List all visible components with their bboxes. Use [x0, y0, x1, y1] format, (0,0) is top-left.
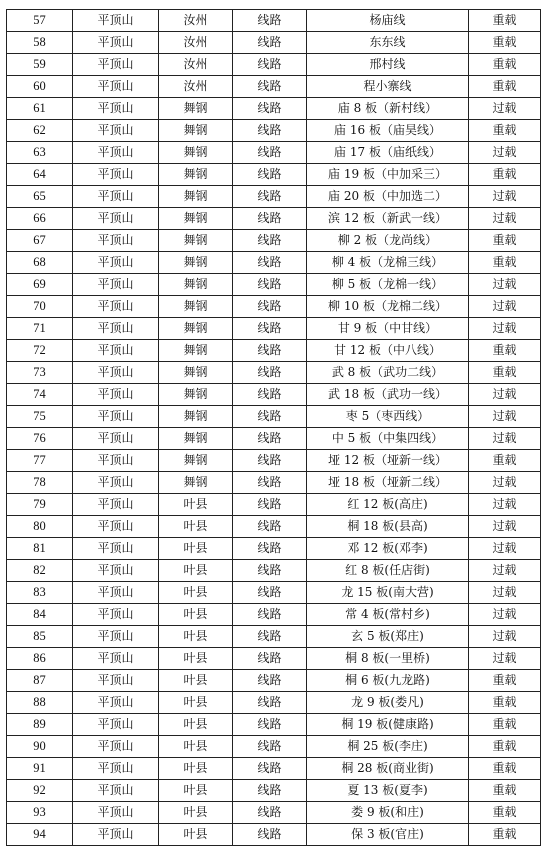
city-cell: 平顶山: [73, 472, 159, 494]
load-status-cell: 重载: [469, 120, 541, 142]
table-row: [7, 362, 541, 384]
county-cell: 舞钢: [159, 296, 233, 318]
table-row: [7, 274, 541, 296]
equipment-type-cell: 线路: [233, 560, 307, 582]
equipment-type-cell: 线路: [233, 208, 307, 230]
row-number-cell: 88: [7, 692, 73, 714]
line-name-cell: 桐 8 板(一里桥): [307, 648, 469, 670]
city-cell: 平顶山: [73, 538, 159, 560]
equipment-type-cell: 线路: [233, 54, 307, 76]
line-name-cell: 桐 28 板(商业街): [307, 758, 469, 780]
table-row: [7, 670, 541, 692]
load-status-cell: 过载: [469, 274, 541, 296]
row-number-cell: 76: [7, 428, 73, 450]
equipment-type-cell: 线路: [233, 758, 307, 780]
line-name-cell: 庙 8 板（新村线）: [307, 98, 469, 120]
equipment-type-cell: 线路: [233, 516, 307, 538]
county-cell: 叶县: [159, 802, 233, 824]
table-row: [7, 604, 541, 626]
row-number-cell: 78: [7, 472, 73, 494]
county-cell: 叶县: [159, 758, 233, 780]
row-number-cell: 70: [7, 296, 73, 318]
equipment-type-cell: 线路: [233, 582, 307, 604]
line-name-cell: 程小寨线: [307, 76, 469, 98]
county-cell: 舞钢: [159, 164, 233, 186]
table-row: [7, 252, 541, 274]
line-name-cell: 庙 20 板（中加选二）: [307, 186, 469, 208]
county-cell: 舞钢: [159, 230, 233, 252]
equipment-type-cell: 线路: [233, 98, 307, 120]
county-cell: 叶县: [159, 714, 233, 736]
load-status-cell: 过载: [469, 516, 541, 538]
city-cell: 平顶山: [73, 516, 159, 538]
row-number-cell: 64: [7, 164, 73, 186]
equipment-type-cell: 线路: [233, 802, 307, 824]
equipment-type-cell: 线路: [233, 32, 307, 54]
county-cell: 叶县: [159, 538, 233, 560]
county-cell: 叶县: [159, 648, 233, 670]
line-name-cell: 邓 12 板(邓李): [307, 538, 469, 560]
row-number-cell: 74: [7, 384, 73, 406]
row-number-cell: 85: [7, 626, 73, 648]
county-cell: 叶县: [159, 604, 233, 626]
table-row: [7, 648, 541, 670]
county-cell: 叶县: [159, 692, 233, 714]
line-name-cell: 龙 15 板(南大营): [307, 582, 469, 604]
county-cell: 舞钢: [159, 406, 233, 428]
city-cell: 平顶山: [73, 252, 159, 274]
county-cell: 舞钢: [159, 120, 233, 142]
county-cell: 舞钢: [159, 142, 233, 164]
equipment-type-cell: 线路: [233, 670, 307, 692]
county-cell: 叶县: [159, 626, 233, 648]
table-row: [7, 560, 541, 582]
county-cell: 舞钢: [159, 318, 233, 340]
row-number-cell: 87: [7, 670, 73, 692]
row-number-cell: 90: [7, 736, 73, 758]
equipment-type-cell: 线路: [233, 186, 307, 208]
equipment-type-cell: 线路: [233, 362, 307, 384]
table-row: [7, 384, 541, 406]
load-status-cell: 重载: [469, 54, 541, 76]
table-row: [7, 10, 541, 32]
row-number-cell: 59: [7, 54, 73, 76]
equipment-type-cell: 线路: [233, 406, 307, 428]
load-status-cell: 过载: [469, 626, 541, 648]
table-row: [7, 76, 541, 98]
line-name-cell: 桐 6 板(九龙路): [307, 670, 469, 692]
equipment-type-cell: 线路: [233, 626, 307, 648]
city-cell: 平顶山: [73, 736, 159, 758]
table-row: [7, 582, 541, 604]
city-cell: 平顶山: [73, 384, 159, 406]
table-row: [7, 208, 541, 230]
city-cell: 平顶山: [73, 142, 159, 164]
equipment-type-cell: 线路: [233, 296, 307, 318]
row-number-cell: 63: [7, 142, 73, 164]
line-name-cell: 武 8 板（武功二线）: [307, 362, 469, 384]
row-number-cell: 91: [7, 758, 73, 780]
county-cell: 舞钢: [159, 384, 233, 406]
line-name-cell: 红 8 板(任店街): [307, 560, 469, 582]
row-number-cell: 79: [7, 494, 73, 516]
city-cell: 平顶山: [73, 186, 159, 208]
table-row: [7, 714, 541, 736]
city-cell: 平顶山: [73, 780, 159, 802]
table-row: [7, 340, 541, 362]
row-number-cell: 58: [7, 32, 73, 54]
equipment-type-cell: 线路: [233, 780, 307, 802]
line-name-cell: 甘 12 板（中八线）: [307, 340, 469, 362]
load-status-cell: 重载: [469, 692, 541, 714]
load-status-cell: 过载: [469, 142, 541, 164]
load-status-cell: 重载: [469, 76, 541, 98]
row-number-cell: 69: [7, 274, 73, 296]
city-cell: 平顶山: [73, 802, 159, 824]
table-row: [7, 692, 541, 714]
load-status-cell: 重载: [469, 230, 541, 252]
table-row: [7, 318, 541, 340]
line-name-cell: 桐 18 板(县高): [307, 516, 469, 538]
row-number-cell: 62: [7, 120, 73, 142]
equipment-type-cell: 线路: [233, 340, 307, 362]
city-cell: 平顶山: [73, 208, 159, 230]
line-name-cell: 甘 9 板（中甘线）: [307, 318, 469, 340]
city-cell: 平顶山: [73, 54, 159, 76]
row-number-cell: 68: [7, 252, 73, 274]
line-name-cell: 垭 18 板（垭新二线）: [307, 472, 469, 494]
line-name-cell: 庙 16 板（庙昊线）: [307, 120, 469, 142]
row-number-cell: 71: [7, 318, 73, 340]
table-row: [7, 758, 541, 780]
equipment-type-cell: 线路: [233, 714, 307, 736]
county-cell: 汝州: [159, 32, 233, 54]
table-row: [7, 736, 541, 758]
city-cell: 平顶山: [73, 274, 159, 296]
row-number-cell: 67: [7, 230, 73, 252]
load-status-cell: 重载: [469, 362, 541, 384]
equipment-type-cell: 线路: [233, 164, 307, 186]
line-name-cell: 保 3 板(官庄): [307, 824, 469, 846]
city-cell: 平顶山: [73, 230, 159, 252]
line-name-cell: 玄 5 板(郑庄): [307, 626, 469, 648]
line-name-cell: 柳 10 板（龙棉二线）: [307, 296, 469, 318]
table-row: [7, 824, 541, 846]
load-status-cell: 过载: [469, 472, 541, 494]
load-status-cell: 重载: [469, 252, 541, 274]
load-status-cell: 重载: [469, 340, 541, 362]
county-cell: 舞钢: [159, 186, 233, 208]
equipment-type-cell: 线路: [233, 76, 307, 98]
line-name-cell: 龙 9 板(娄凡): [307, 692, 469, 714]
table-row: [7, 54, 541, 76]
equipment-type-cell: 线路: [233, 230, 307, 252]
equipment-type-cell: 线路: [233, 692, 307, 714]
table-row: [7, 428, 541, 450]
row-number-cell: 60: [7, 76, 73, 98]
load-status-cell: 重载: [469, 824, 541, 846]
row-number-cell: 66: [7, 208, 73, 230]
load-status-cell: 重载: [469, 32, 541, 54]
table-row: [7, 802, 541, 824]
city-cell: 平顶山: [73, 406, 159, 428]
county-cell: 汝州: [159, 76, 233, 98]
line-name-cell: 杨庙线: [307, 10, 469, 32]
county-cell: 叶县: [159, 582, 233, 604]
equipment-type-cell: 线路: [233, 10, 307, 32]
row-number-cell: 57: [7, 10, 73, 32]
load-status-cell: 重载: [469, 450, 541, 472]
table-row: [7, 494, 541, 516]
load-status-cell: 过载: [469, 208, 541, 230]
row-number-cell: 61: [7, 98, 73, 120]
county-cell: 叶县: [159, 736, 233, 758]
city-cell: 平顶山: [73, 318, 159, 340]
load-status-cell: 重载: [469, 10, 541, 32]
city-cell: 平顶山: [73, 626, 159, 648]
city-cell: 平顶山: [73, 120, 159, 142]
row-number-cell: 83: [7, 582, 73, 604]
load-status-cell: 过载: [469, 428, 541, 450]
equipment-type-cell: 线路: [233, 604, 307, 626]
row-number-cell: 65: [7, 186, 73, 208]
city-cell: 平顶山: [73, 164, 159, 186]
line-name-cell: 桐 19 板(健康路): [307, 714, 469, 736]
load-status-cell: 过载: [469, 560, 541, 582]
line-name-cell: 常 4 板(常村乡): [307, 604, 469, 626]
city-cell: 平顶山: [73, 670, 159, 692]
load-status-cell: 重载: [469, 736, 541, 758]
row-number-cell: 89: [7, 714, 73, 736]
county-cell: 叶县: [159, 670, 233, 692]
city-cell: 平顶山: [73, 758, 159, 780]
load-status-cell: 过载: [469, 538, 541, 560]
city-cell: 平顶山: [73, 714, 159, 736]
row-number-cell: 84: [7, 604, 73, 626]
line-name-cell: 庙 17 板（庙纸线）: [307, 142, 469, 164]
row-number-cell: 73: [7, 362, 73, 384]
line-name-cell: 柳 4 板（龙棉三线）: [307, 252, 469, 274]
equipment-type-cell: 线路: [233, 252, 307, 274]
city-cell: 平顶山: [73, 98, 159, 120]
load-status-cell: 重载: [469, 714, 541, 736]
city-cell: 平顶山: [73, 604, 159, 626]
load-status-cell: 重载: [469, 802, 541, 824]
load-status-cell: 过载: [469, 318, 541, 340]
table-row: [7, 296, 541, 318]
equipment-type-cell: 线路: [233, 450, 307, 472]
county-cell: 舞钢: [159, 252, 233, 274]
table-row: [7, 626, 541, 648]
equipment-type-cell: 线路: [233, 736, 307, 758]
table-row: [7, 516, 541, 538]
load-status-cell: 重载: [469, 780, 541, 802]
table-row: [7, 472, 541, 494]
line-name-cell: 垭 12 板（垭新一线）: [307, 450, 469, 472]
city-cell: 平顶山: [73, 362, 159, 384]
table-row: [7, 98, 541, 120]
county-cell: 汝州: [159, 10, 233, 32]
load-status-cell: 过载: [469, 494, 541, 516]
load-status-cell: 过载: [469, 186, 541, 208]
city-cell: 平顶山: [73, 10, 159, 32]
county-cell: 叶县: [159, 494, 233, 516]
equipment-type-cell: 线路: [233, 538, 307, 560]
table-row: [7, 780, 541, 802]
table-row: [7, 186, 541, 208]
row-number-cell: 92: [7, 780, 73, 802]
row-number-cell: 82: [7, 560, 73, 582]
load-status-cell: 过载: [469, 296, 541, 318]
line-name-cell: 柳 2 板（龙尚线）: [307, 230, 469, 252]
equipment-type-cell: 线路: [233, 120, 307, 142]
equipment-type-cell: 线路: [233, 428, 307, 450]
row-number-cell: 81: [7, 538, 73, 560]
line-name-cell: 中 5 板（中集四线）: [307, 428, 469, 450]
county-cell: 叶县: [159, 824, 233, 846]
city-cell: 平顶山: [73, 648, 159, 670]
table-row: [7, 450, 541, 472]
table-row: [7, 538, 541, 560]
row-number-cell: 86: [7, 648, 73, 670]
county-cell: 舞钢: [159, 98, 233, 120]
row-number-cell: 80: [7, 516, 73, 538]
line-name-cell: 东东线: [307, 32, 469, 54]
equipment-type-cell: 线路: [233, 318, 307, 340]
county-cell: 舞钢: [159, 340, 233, 362]
county-cell: 叶县: [159, 780, 233, 802]
row-number-cell: 75: [7, 406, 73, 428]
city-cell: 平顶山: [73, 76, 159, 98]
row-number-cell: 72: [7, 340, 73, 362]
county-cell: 舞钢: [159, 208, 233, 230]
city-cell: 平顶山: [73, 428, 159, 450]
city-cell: 平顶山: [73, 32, 159, 54]
table-row: [7, 32, 541, 54]
load-status-cell: 过载: [469, 406, 541, 428]
city-cell: 平顶山: [73, 340, 159, 362]
table-row: [7, 406, 541, 428]
equipment-type-cell: 线路: [233, 142, 307, 164]
line-name-cell: 枣 5（枣西线）: [307, 406, 469, 428]
equipment-type-cell: 线路: [233, 824, 307, 846]
line-name-cell: 娄 9 板(和庄): [307, 802, 469, 824]
county-cell: 舞钢: [159, 472, 233, 494]
line-name-cell: 红 12 板(高庄): [307, 494, 469, 516]
equipment-type-cell: 线路: [233, 274, 307, 296]
county-cell: 舞钢: [159, 274, 233, 296]
table-row: [7, 142, 541, 164]
load-status-cell: 过载: [469, 604, 541, 626]
line-name-cell: 武 18 板（武功一线）: [307, 384, 469, 406]
equipment-type-cell: 线路: [233, 494, 307, 516]
table-row: [7, 164, 541, 186]
city-cell: 平顶山: [73, 582, 159, 604]
city-cell: 平顶山: [73, 450, 159, 472]
county-cell: 叶县: [159, 516, 233, 538]
row-number-cell: 93: [7, 802, 73, 824]
equipment-type-cell: 线路: [233, 472, 307, 494]
line-name-cell: 夏 13 板(夏李): [307, 780, 469, 802]
load-status-cell: 过载: [469, 582, 541, 604]
load-status-cell: 重载: [469, 670, 541, 692]
table-row: [7, 230, 541, 252]
city-cell: 平顶山: [73, 692, 159, 714]
county-cell: 舞钢: [159, 362, 233, 384]
county-cell: 叶县: [159, 560, 233, 582]
line-name-cell: 滨 12 板（新武一线）: [307, 208, 469, 230]
line-name-cell: 桐 25 板(李庄): [307, 736, 469, 758]
row-number-cell: 77: [7, 450, 73, 472]
city-cell: 平顶山: [73, 494, 159, 516]
table-row: [7, 120, 541, 142]
load-status-cell: 过载: [469, 384, 541, 406]
equipment-type-cell: 线路: [233, 384, 307, 406]
line-name-cell: 柳 5 板（龙棉一线）: [307, 274, 469, 296]
city-cell: 平顶山: [73, 560, 159, 582]
county-cell: 舞钢: [159, 450, 233, 472]
load-status-cell: 过载: [469, 98, 541, 120]
line-name-cell: 邢村线: [307, 54, 469, 76]
line-name-cell: 庙 19 板（中加采三）: [307, 164, 469, 186]
load-status-cell: 过载: [469, 648, 541, 670]
city-cell: 平顶山: [73, 296, 159, 318]
row-number-cell: 94: [7, 824, 73, 846]
county-cell: 舞钢: [159, 428, 233, 450]
city-cell: 平顶山: [73, 824, 159, 846]
overload-lines-table: [6, 9, 541, 846]
load-status-cell: 重载: [469, 758, 541, 780]
equipment-type-cell: 线路: [233, 648, 307, 670]
county-cell: 汝州: [159, 54, 233, 76]
table-body: [7, 10, 541, 846]
load-status-cell: 重载: [469, 164, 541, 186]
